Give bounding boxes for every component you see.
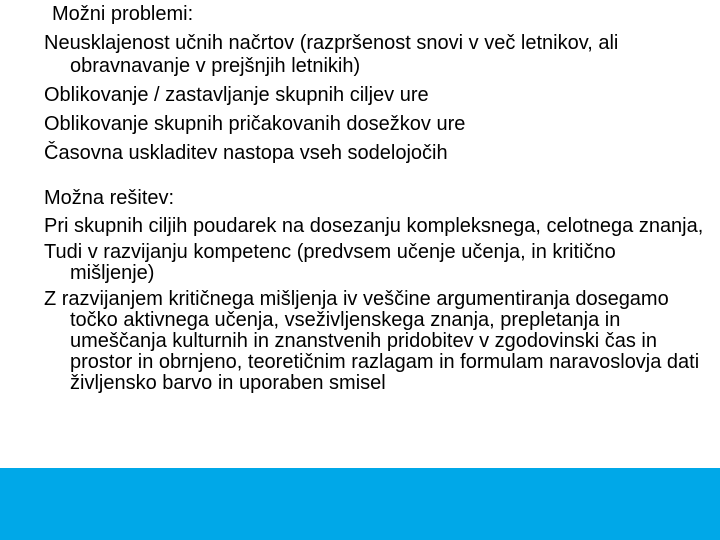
problems-title: Možni problemi: xyxy=(52,3,194,25)
solution-item-2: Tudi v razvijanju kompetenc (predvsem učenje učenja, in kritično mišljenje) xyxy=(44,241,616,284)
solution-item-1: Pri skupnih ciljih poudarek na dosezanju kompleksnega, celotnega znanja, xyxy=(44,215,704,237)
solution-section xyxy=(44,187,704,394)
problem-item-2: Oblikovanje / zastavljanje skupnih ciljev ure xyxy=(44,84,429,106)
problems-section xyxy=(44,3,704,165)
solution-item-3: Z razvijanjem kritičnega mišljenja iv veščine argumentiranja dosegamo točko aktivnega učenja, vseživljenskega znanja, prepletanja in umeščanja kulturnih in znanstvenih pridobitev v zgodovinski čas in prostor in obrnjeno, teoretičnim razlagam in formulam naravoslovja dati življensko barvo in uporaben smisel xyxy=(44,288,700,394)
problem-item-1: Neusklajenost učnih načrtov (razpršenost snovi v več letnikov, ali obravnavanje v prejšnjih letnikih) xyxy=(44,32,619,77)
footer-bar xyxy=(0,468,720,540)
problem-item-4: Časovna uskladitev nastopa vseh sodelojočih xyxy=(44,142,448,164)
problem-item-3: Oblikovanje skupnih pričakovanih dosežkov ure xyxy=(44,113,466,135)
solution-title: Možna rešitev: xyxy=(44,187,175,209)
slide-content xyxy=(44,3,704,399)
